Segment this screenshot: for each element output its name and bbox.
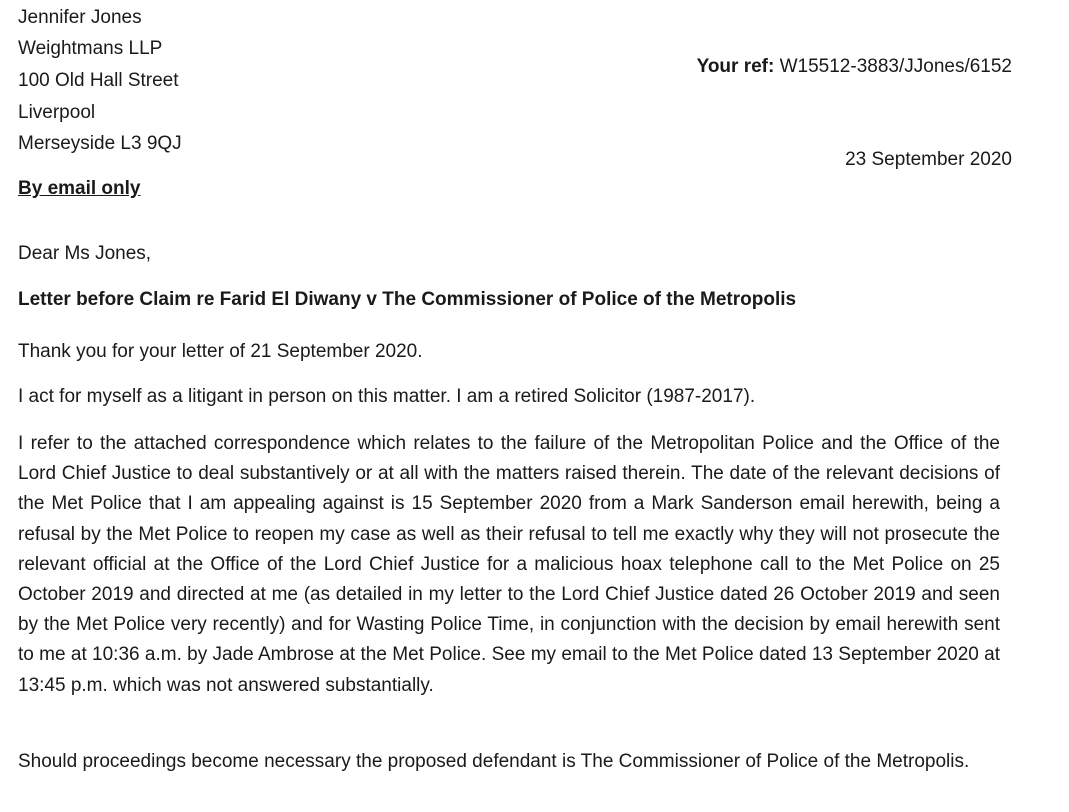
body-paragraph-3: I refer to the attached correspondence which relates to the failure of the Metropolitan Police and the Office of the Lord Chief Justice to deal substantively or at all with the matters raised therein. The date of the relevant decisions of the Met Police that I am appealing against is 15 September 2020 from a Mark Sanderson email herewith, being a refusal by the Met Police to reopen my case as well as their refusal to tell me exactly why they will not prosecute the relevant official at the Office of the Lord Chief Justice for a malicious hoax telephone call to the Met Police on 25 October 2019 and directed at me (as detailed in my letter to the Lord Chief Justice dated 26 October 2019 and seen by the Met Police very recently) and for Wasting Police Time, in conjunction with the decision by email herewith sent to me at 10:36 a.m. by Jade Ambrose at the Met Police. See my email to the Met Police dated 13 September 2020 at 13:45 p.m. which was not answered substantially. <box>18 433 1000 696</box>
body-paragraph-1: Thank you for your letter of 21 September 2020. <box>18 341 423 362</box>
address-line-city: Liverpool <box>18 102 96 123</box>
address-line-postcode: Merseyside L3 9QJ <box>18 133 182 154</box>
reference-label: Your ref: <box>696 56 775 77</box>
salutation: Dear Ms Jones, <box>18 243 152 264</box>
letter-date: 23 September 2020 <box>845 149 1012 170</box>
reference-value: W15512-3883/JJones/6152 <box>779 56 1012 77</box>
address-line-name: Jennifer Jones <box>18 7 142 28</box>
delivery-note: By email only <box>18 178 141 199</box>
body-paragraph-2: I act for myself as a litigant in person on this matter. I am a retired Solicitor (1987-2017). <box>18 386 756 407</box>
address-line-street: 100 Old Hall Street <box>18 70 179 91</box>
subject-heading: Letter before Claim re Farid El Diwany v The Commissioner of Police of the Metropolis <box>18 289 797 310</box>
reference <box>697 56 1012 78</box>
address-line-firm: Weightmans LLP <box>18 38 163 59</box>
body-paragraph-4: Should proceedings become necessary the proposed defendant is The Commissioner of Police of the Metropolis. <box>18 751 970 772</box>
